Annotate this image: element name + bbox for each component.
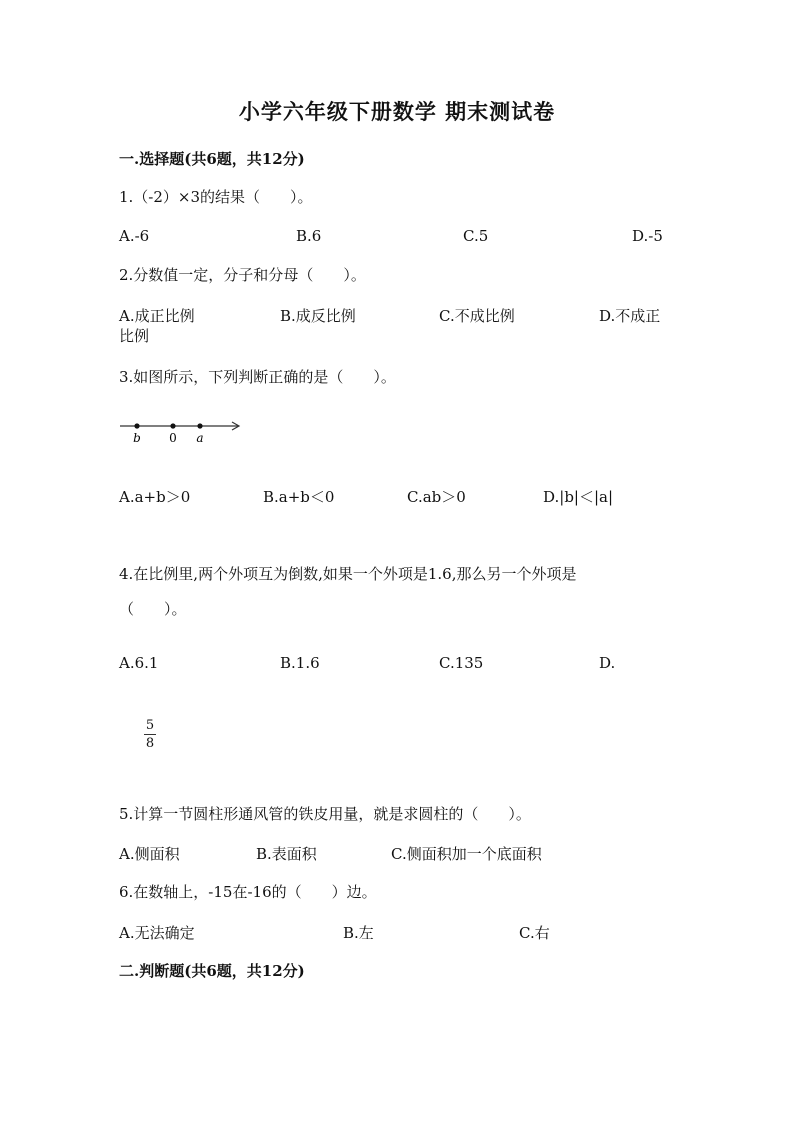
q4-option-a: A.6.1 xyxy=(119,654,159,672)
q3-option-c: C.ab＞0 xyxy=(407,488,466,506)
section-heading-judgment: 二.判断题(共6题，共12分) xyxy=(119,962,305,980)
q2-option-d-wrap: 比例 xyxy=(119,327,150,345)
question-4-text-line2: （ ）。 xyxy=(119,600,187,618)
q2-option-a: A.成正比例 xyxy=(119,307,195,325)
question-3-text: 3.如图所示，下列判断正确的是（ ）。 xyxy=(119,368,396,386)
q5-option-a: A.侧面积 xyxy=(119,845,180,863)
q4-option-b: B.1.6 xyxy=(280,654,320,672)
q2-option-d: D.不成正 xyxy=(599,307,661,325)
q4-option-d-fraction xyxy=(143,718,157,751)
q1-option-b: B.6 xyxy=(296,227,322,245)
q5-option-b: B.表面积 xyxy=(256,845,317,863)
q3-option-b: B.a+b＜0 xyxy=(263,488,335,506)
q4-option-d: D. xyxy=(599,654,616,672)
q6-option-c: C.右 xyxy=(519,924,550,942)
question-6-text: 6.在数轴上，-15在-16的（ ）边。 xyxy=(119,883,377,901)
point-zero xyxy=(170,423,175,428)
q3-option-d: D.|b|＜|a| xyxy=(543,488,614,506)
q6-option-a: A.无法确定 xyxy=(119,924,195,942)
q4-option-c: C.135 xyxy=(439,654,484,672)
q2-option-c: C.不成比例 xyxy=(439,307,515,325)
label-b: b xyxy=(133,431,141,445)
question-2-text: 2.分数值一定，分子和分母（ ）。 xyxy=(119,266,366,284)
q3-option-a: A.a+b＞0 xyxy=(119,488,191,506)
fraction-denominator: 8 xyxy=(145,736,155,751)
label-zero: 0 xyxy=(169,431,177,445)
question-4-text-line1: 4.在比例里,两个外项互为倒数,如果一个外项是1.6,那么另一个外项是 xyxy=(119,565,577,583)
q1-option-a: A.-6 xyxy=(119,227,150,245)
number-line-figure xyxy=(118,414,248,446)
fraction-bar xyxy=(144,734,156,735)
q6-option-b: B.左 xyxy=(343,924,374,942)
page-title: 小学六年级下册数学 期末测试卷 xyxy=(238,99,556,124)
fraction-numerator: 5 xyxy=(145,718,155,733)
point-b xyxy=(134,423,139,428)
point-a xyxy=(197,423,202,428)
q1-option-d: D.-5 xyxy=(632,227,663,245)
q1-option-c: C.5 xyxy=(463,227,489,245)
question-5-text: 5.计算一节圆柱形通风管的铁皮用量，就是求圆柱的（ ）。 xyxy=(119,805,531,823)
question-1-text: 1.（-2）×3的结果（ ）。 xyxy=(119,188,313,206)
section-heading-choice: 一.选择题(共6题，共12分) xyxy=(119,150,305,168)
q5-option-c: C.侧面积加一个底面积 xyxy=(391,845,542,863)
label-a: a xyxy=(196,431,204,445)
q2-option-b: B.成反比例 xyxy=(280,307,356,325)
